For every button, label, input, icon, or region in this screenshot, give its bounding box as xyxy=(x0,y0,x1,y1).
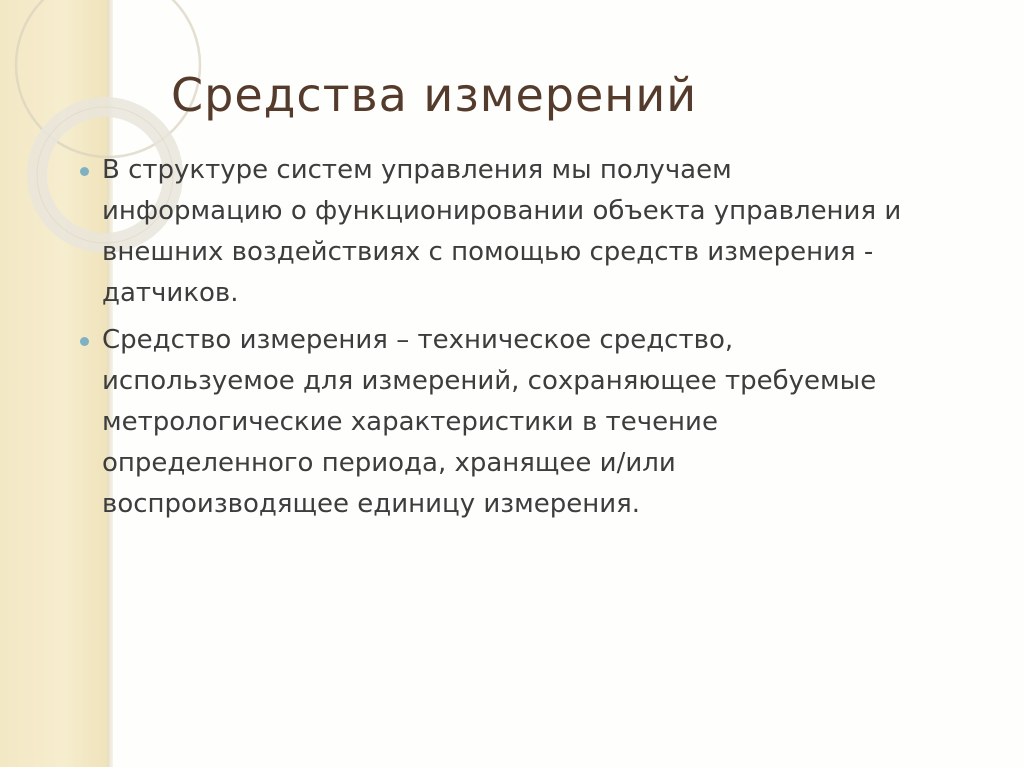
slide-title: Средства измерений xyxy=(171,68,698,122)
bullet-text-line: метрологические характеристики в течение xyxy=(102,407,718,437)
bullet-text-line: внешних воздействиях с помощью средств измерения - xyxy=(102,237,874,267)
bullet-list xyxy=(70,150,970,531)
bullet-text-line: используемое для измерений, сохраняющее требуемые xyxy=(102,366,877,396)
bullet-dot xyxy=(80,167,89,176)
bullet-text-line: определенного периода, хранящее и/или xyxy=(102,448,676,478)
bullet-text-line: воспроизводящее единицу измерения. xyxy=(102,489,641,519)
bullet-text-line: Средство измерения – техническое средство, xyxy=(102,325,734,355)
bullet-text-line: информацию о функционировании объекта управления и xyxy=(102,196,902,226)
bullet-item-sensors xyxy=(70,150,970,314)
bullet-item-definition xyxy=(70,320,970,525)
bullet-text-line: датчиков. xyxy=(102,278,239,308)
bullet-text-line: В структуре систем управления мы получаем xyxy=(102,155,732,185)
bullet-dot xyxy=(80,337,89,346)
